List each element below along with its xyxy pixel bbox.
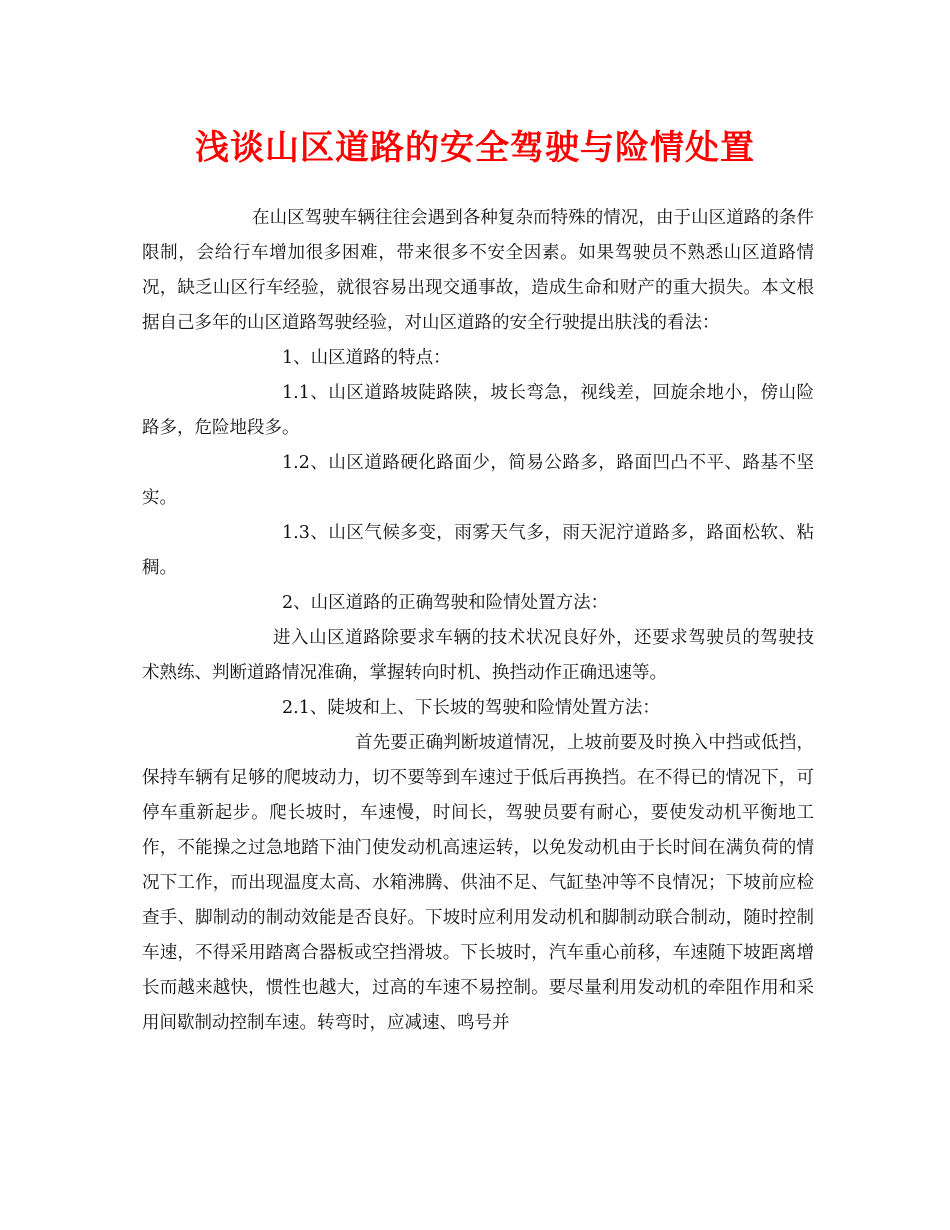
heading-section-2-1: 2.1、陡坡和上、下长坡的驾驶和险情处置方法： — [282, 698, 660, 718]
paragraph-1-3: 1.3、山区气候多变，雨雾天气多，雨天泥泞道路多，路面松软、粘稠。 — [142, 523, 814, 578]
paragraph-section-2-intro: 进入山区道路除要求车辆的技术状况良好外，还要求驾驶员的驾驶技术熟练、判断道路情况准确，掌握转向时机、换挡动作正确迅速等。 — [142, 628, 814, 683]
heading-section-1: 1、山区道路的特点： — [282, 348, 451, 368]
paragraph-intro: 在山区驾驶车辆往往会遇到各种复杂而特殊的情况，由于山区道路的条件限制，会给行车增加很多困难，带来很多不安全因素。如果驾驶员不熟悉山区道路情况，缺乏山区行车经验，就很容易出现交通事故，造成生命和财产的重大损失。本文根据自己多年的山区道路驾驶经验，对山区道路的安全行驶提出肤浅的看法： — [142, 208, 814, 333]
document-title: 浅谈山区道路的安全驾驶与险情处置 — [195, 128, 755, 168]
paragraph-1-2: 1.2、山区道路硬化路面少，简易公路多，路面凹凸不平、路基不坚实。 — [142, 453, 814, 508]
heading-section-2: 2、山区道路的正确驾驶和险情处置方法： — [282, 593, 609, 613]
paragraph-2-1: 首先要正确判断坡道情况，上坡前要及时换入中挡或低挡，保持车辆有足够的爬坡动力，切不要等到车速过于低后再换挡。在不得已的情况下，可停车重新起步。爬长坡时，车速慢，时间长，驾驶员要有耐心，要使发动机平衡地工作，不能操之过急地踏下油门使发动机高速运转，以免发动机由于长时间在满负荷的情况下工作，而出现温度太高、水箱沸腾、供油不足、气缸垫冲等不良情况；下坡前应检查手、脚制动的制动效能是否良好。下坡时应利用发动机和脚制动联合制动，随时控制车速，不得采用踏离合器板或空挡滑坡。下长坡时，汽车重心前移，车速随下坡距离增长而越来越快，惯性也越大，过高的车速不易控制。要尽量利用发动机的牵阻作用和采用间歇制动控制车速。转弯时，应减速、鸣号并 — [142, 733, 814, 1033]
paragraph-1-1: 1.1、山区道路坡陡路陕，坡长弯急，视线差，回旋余地小，傍山险路多，危险地段多。 — [142, 383, 814, 438]
document-body — [142, 201, 814, 1041]
